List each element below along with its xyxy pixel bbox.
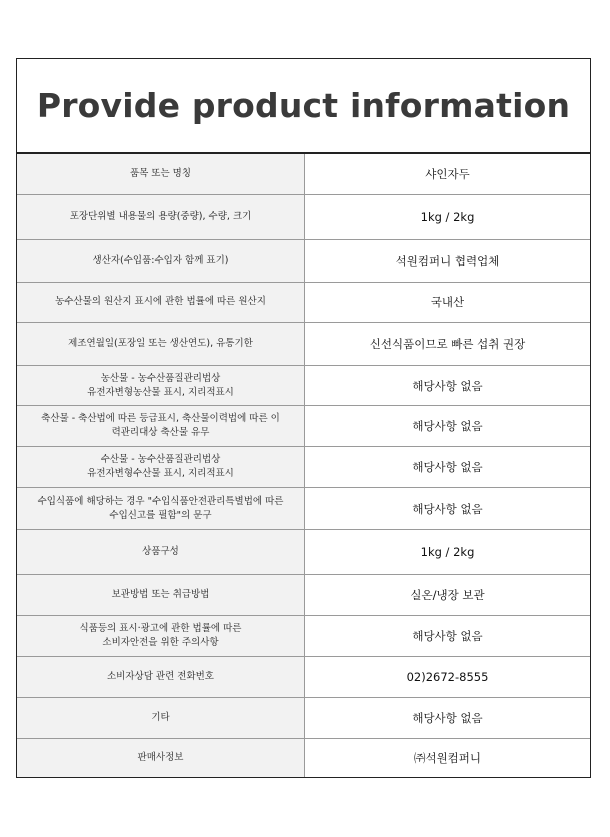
row-value: 해당사항 없음 xyxy=(305,365,591,406)
row-label-text: 수입식품에 해당하는 경우 "수입식품안전관리특별법에 따른 수입신고를 필함"의 문구 xyxy=(37,495,284,521)
row-value: 1kg / 2kg xyxy=(305,195,591,240)
page-title: Provide product information xyxy=(36,86,571,125)
table-row xyxy=(17,195,590,240)
row-label-text: 식품등의 표시·광고에 관한 법률에 따른 소비자안전을 위한 주의사항 xyxy=(79,623,242,649)
table-row xyxy=(17,323,590,366)
row-label xyxy=(17,530,305,575)
row-label-text: 소비자상담 관련 전화번호 xyxy=(107,671,214,683)
row-value: 해당사항 없음 xyxy=(305,698,591,739)
table-row xyxy=(17,698,590,739)
row-label xyxy=(17,575,305,616)
row-label-text: 농수산물의 원산지 표시에 관한 법률에 따른 원산지 xyxy=(55,296,266,308)
product-info-table xyxy=(17,154,590,777)
row-value: 국내산 xyxy=(305,282,591,323)
row-label xyxy=(17,282,305,323)
row-label xyxy=(17,657,305,698)
row-label-text: 기타 xyxy=(151,711,170,723)
row-value: 신선식품이므로 빠른 섭취 권장 xyxy=(305,323,591,366)
row-label xyxy=(17,154,305,195)
table-row xyxy=(17,738,590,777)
row-label xyxy=(17,487,305,530)
row-label-text: 품목 또는 명칭 xyxy=(129,168,192,180)
row-value: 실온/냉장 보관 xyxy=(305,575,591,616)
row-label-text: 포장단위별 내용물의 용량(중량), 수량, 크기 xyxy=(69,210,252,222)
row-label-text: 수산물 - 농수산품질관리법상 유전자변형수산물 표시, 지리적표시 xyxy=(87,453,234,479)
title-box xyxy=(17,59,590,154)
table-row xyxy=(17,282,590,323)
row-value: 석원컴퍼니 협력업체 xyxy=(305,239,591,282)
row-label-text: 생산자(수입품:수입자 함께 표기) xyxy=(92,254,229,266)
table-row xyxy=(17,615,590,657)
row-value: 해당사항 없음 xyxy=(305,447,591,488)
row-value: 해당사항 없음 xyxy=(305,615,591,657)
row-label-text: 보관방법 또는 취급방법 xyxy=(111,588,210,600)
row-label-text: 판매사정보 xyxy=(137,751,184,763)
table-row xyxy=(17,365,590,406)
row-label xyxy=(17,615,305,657)
table-row xyxy=(17,154,590,195)
table-row xyxy=(17,239,590,282)
row-value: 해당사항 없음 xyxy=(305,406,591,447)
row-label-text: 농산물 - 농수산품질관리법상 유전자변형농산물 표시, 지리적표시 xyxy=(87,372,234,398)
row-label xyxy=(17,239,305,282)
row-label xyxy=(17,323,305,366)
row-label xyxy=(17,365,305,406)
table-row xyxy=(17,406,590,447)
row-value: 02)2672-8555 xyxy=(305,657,591,698)
row-label xyxy=(17,406,305,447)
product-info-sheet xyxy=(16,58,591,778)
table-row xyxy=(17,575,590,616)
row-value: 1kg / 2kg xyxy=(305,530,591,575)
row-label xyxy=(17,447,305,488)
row-label xyxy=(17,698,305,739)
row-label xyxy=(17,738,305,777)
row-label-text: 상품구성 xyxy=(142,546,179,558)
row-value: 샤인자두 xyxy=(305,154,591,195)
table-row xyxy=(17,487,590,530)
table-row xyxy=(17,657,590,698)
table-row xyxy=(17,447,590,488)
row-label xyxy=(17,195,305,240)
table-row xyxy=(17,530,590,575)
row-value: ㈜석원컴퍼니 xyxy=(305,738,591,777)
row-value: 해당사항 없음 xyxy=(305,487,591,530)
row-label-text: 제조연월일(포장일 또는 생산연도), 유통기한 xyxy=(68,337,253,349)
row-label-text: 축산물 - 축산법에 따른 등급표시, 축산물이력법에 따른 이 력관리대상 축산물 유무 xyxy=(41,413,280,439)
